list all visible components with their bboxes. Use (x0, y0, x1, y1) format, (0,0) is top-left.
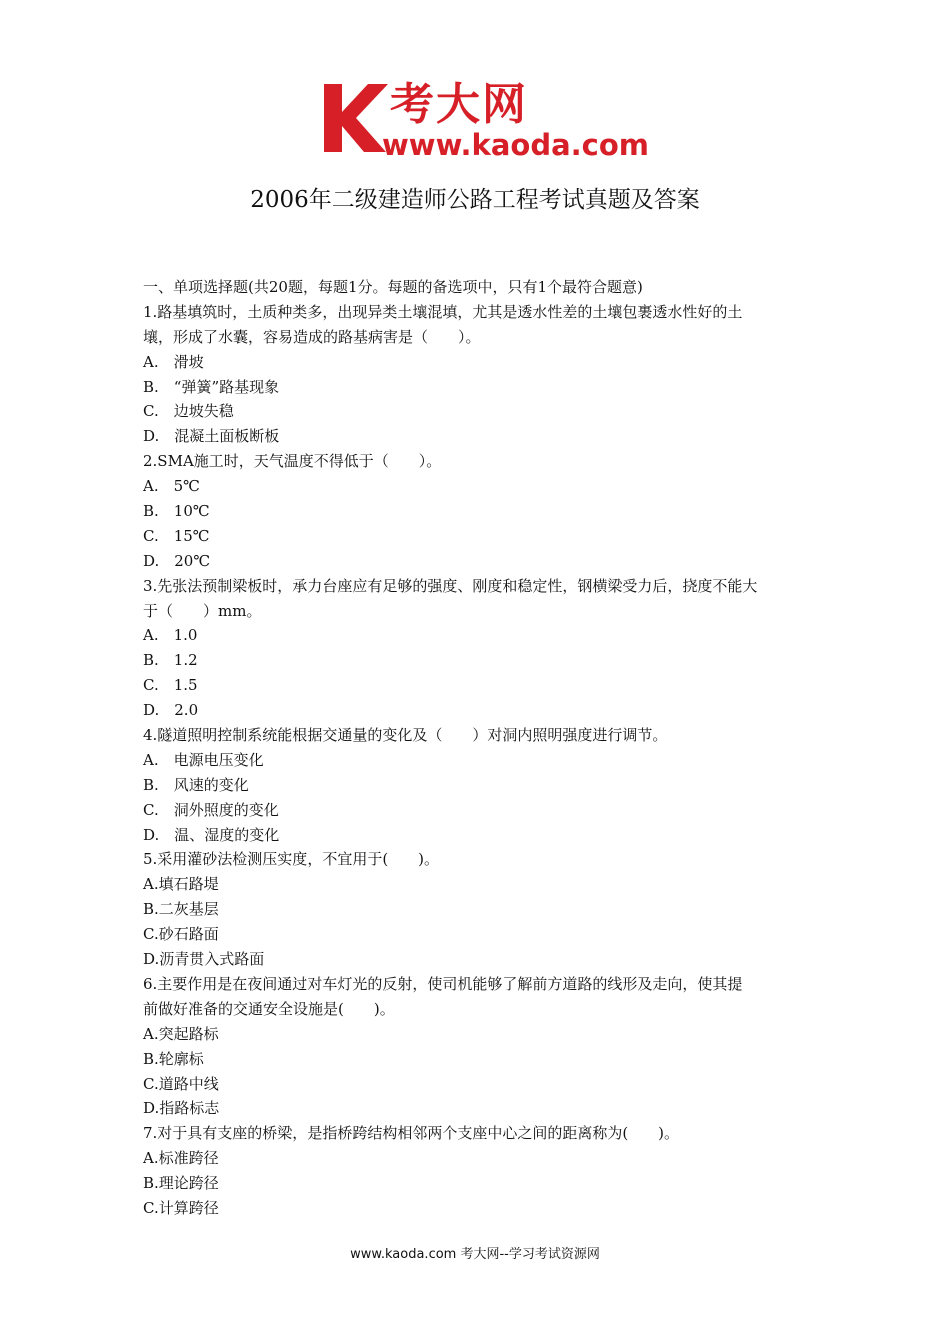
answer-option: A.突起路标 (143, 1024, 219, 1043)
answer-option: B.理论跨径 (143, 1174, 219, 1193)
question-text: 7.对于具有支座的桥梁，是指桥跨结构相邻两个支座中心之间的距离称为( )。 (143, 1124, 680, 1143)
answer-option: A. 5℃ (143, 477, 200, 496)
answer-option: D.指路标志 (143, 1099, 220, 1118)
page-footer: www.kaoda.com 考大网--学习考试资源网 (350, 1247, 600, 1262)
question-text: 4.隧道照明控制系统能根据交通量的变化及（ ）对洞内照明强度进行调节。 (143, 726, 668, 745)
answer-option: C. 洞外照度的变化 (143, 800, 279, 819)
answer-option: A.填石路堤 (143, 875, 219, 894)
answer-option: D.沥青贯入式路面 (143, 950, 265, 969)
answer-option: C.道路中线 (143, 1074, 219, 1093)
answer-option: B.二灰基层 (143, 900, 219, 919)
answer-option: A.标准跨径 (143, 1149, 219, 1168)
answer-option: A. 1.0 (143, 626, 198, 645)
answer-option: C.砂石路面 (143, 925, 219, 944)
answer-option: D. 温、湿度的变化 (143, 825, 280, 844)
answer-option: B.轮廓标 (143, 1049, 204, 1068)
question-list (143, 275, 813, 1221)
answer-option: B. 10℃ (143, 502, 210, 521)
answer-option: D. 混凝土面板断板 (143, 427, 280, 446)
logo-url: www.kaoda.com (382, 128, 649, 162)
question-text-continued: 前做好准备的交通安全设施是( )。 (143, 999, 395, 1018)
answer-option: A. 滑坡 (143, 352, 204, 371)
section-heading: 一、单项选择题(共20题，每题1分。每题的备选项中，只有1个最符合题意) (143, 278, 643, 296)
answer-option: B. 1.2 (143, 651, 198, 670)
document-title: 2006年二级建造师公路工程考试真题及答案 (250, 187, 700, 213)
question-text: 1.路基填筑时，土质种类多，出现异类土壤混填，尤其是透水性差的土壤包裹透水性好的土 (143, 302, 743, 321)
answer-option: C. 边坡失稳 (143, 402, 234, 421)
answer-option: C. 15℃ (143, 526, 210, 545)
answer-option: A. 电源电压变化 (143, 750, 264, 769)
question-text-continued: 于（ ）mm。 (143, 601, 262, 620)
question-text: 3.先张法预制梁板时，承力台座应有足够的强度、刚度和稳定性，钢横梁受力后，挠度不能大 (143, 576, 758, 595)
answer-option: C. 1.5 (143, 676, 198, 695)
question-text-continued: 壤，形成了水囊，容易造成的路基病害是（ ）。 (143, 327, 481, 346)
question-text: 2.SMA施工时，天气温度不得低于（ ）。 (143, 452, 442, 471)
kaoda-logo (320, 78, 649, 168)
logo-name: 考大网 (390, 79, 528, 130)
answer-option: B. 风速的变化 (143, 775, 249, 794)
question-text: 6.主要作用是在夜间通过对车灯光的反射，使司机能够了解前方道路的线形及走向，使其提 (143, 974, 743, 993)
answer-option: D. 2.0 (143, 701, 199, 720)
question-text: 5.采用灌砂法检测压实度，不宜用于( )。 (143, 850, 440, 869)
answer-option: D. 20℃ (143, 551, 211, 570)
answer-option: B. “弹簧”路基现象 (143, 377, 280, 396)
answer-option: C.计算跨径 (143, 1198, 219, 1217)
